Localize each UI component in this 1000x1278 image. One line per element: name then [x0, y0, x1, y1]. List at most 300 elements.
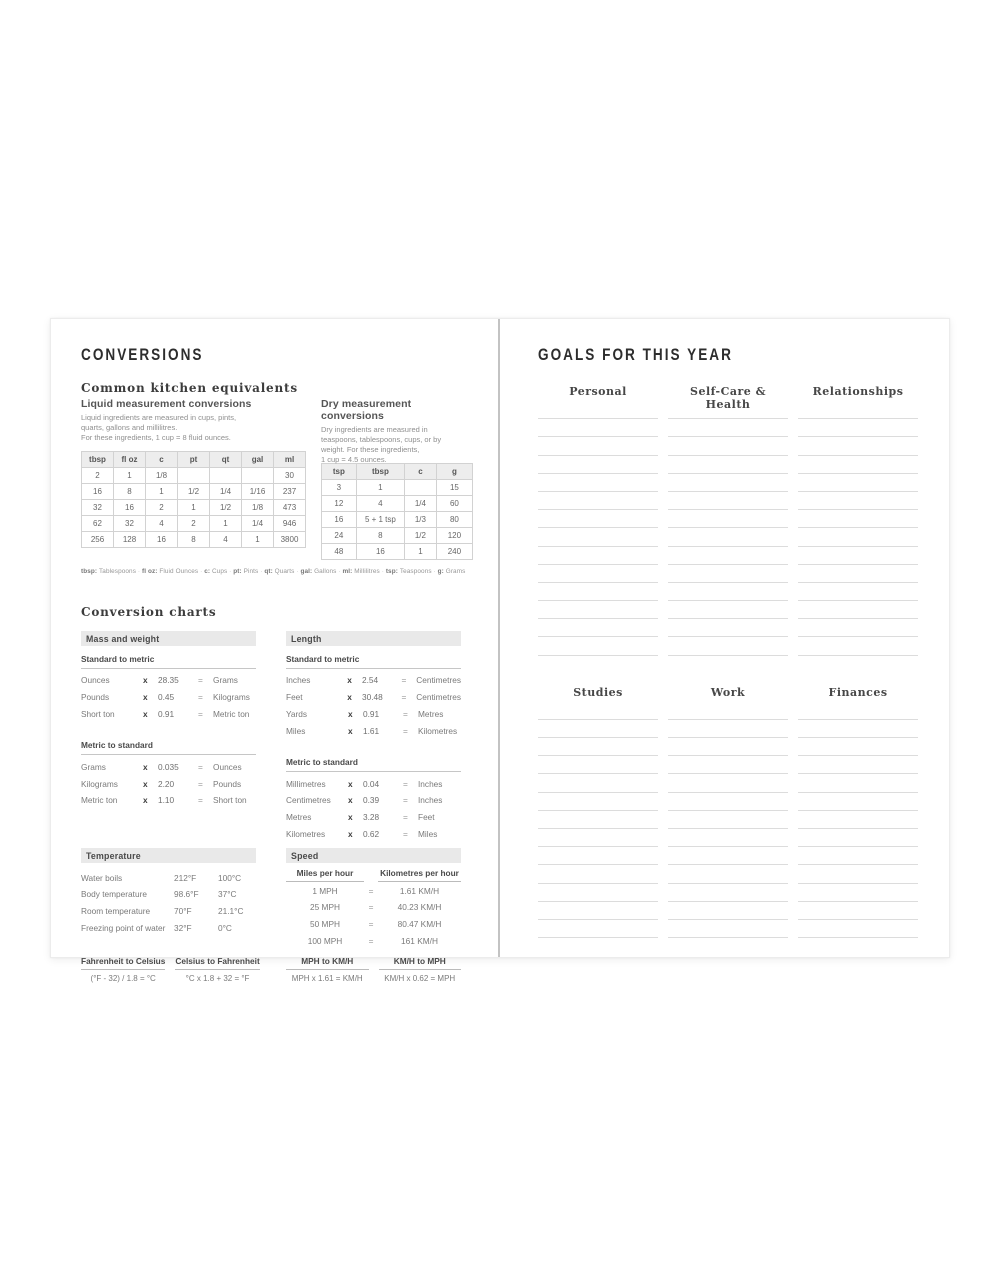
table-cell: 1/8 [146, 468, 178, 484]
table-cell: 4 [210, 532, 242, 548]
ruled-line [798, 547, 918, 565]
fahrenheit-value: 32°F [174, 922, 192, 933]
temperature-chart [81, 848, 260, 984]
conversion-factor: 1.10 [158, 795, 175, 806]
table-row [82, 516, 306, 532]
table-header-cell: tbsp [82, 452, 114, 468]
table-cell [210, 468, 242, 484]
equals-symbol: = [401, 675, 407, 686]
celsius-value: 37°C [218, 889, 237, 900]
conversion-factor: 0.91 [363, 708, 380, 719]
equals-symbol: = [198, 795, 203, 806]
legend-full: Cups [211, 568, 228, 575]
speed-row [286, 916, 461, 933]
legend-full: Millilitres [354, 568, 380, 575]
conversion-from: Kilometres [286, 828, 326, 839]
table-cell: 1/8 [242, 500, 274, 516]
equals-symbol: = [403, 795, 408, 806]
temperature-row [81, 903, 256, 920]
ruled-line [538, 547, 658, 565]
equals-symbol: = [401, 692, 407, 703]
kitchen-columns [81, 398, 473, 560]
note-line: Liquid ingredients are measured in cups, pints, [81, 413, 237, 422]
ruled-line [668, 601, 788, 619]
table-cell: 60 [436, 496, 472, 512]
conversion-factor: 0.035 [158, 761, 179, 772]
conversion-row [81, 672, 256, 689]
ruled-line [668, 702, 788, 720]
ruled-line [538, 583, 658, 601]
speed-formulas [286, 956, 461, 983]
goal-column-header: Finances [828, 685, 888, 699]
ruled-line [538, 637, 658, 655]
table-header-cell: g [436, 464, 472, 480]
kmh-value: 80.47 KM/H [397, 919, 442, 930]
conversion-to: Centimetres [416, 675, 461, 686]
note-line: For these ingredients, 1 cup = 8 fluid ounces. [81, 433, 231, 443]
fahrenheit-value: 212°F [174, 872, 197, 883]
legend-abbr: fl oz : [142, 568, 159, 575]
conversion-from: Centimetres [286, 795, 331, 806]
legend-full: Fluid Ounces [159, 568, 199, 575]
planner-spread [50, 318, 950, 984]
ruled-line [668, 510, 788, 528]
legend-abbr: tsp : [386, 568, 400, 575]
table-cell: 8 [114, 484, 146, 500]
temperature-label: Water boils [81, 872, 123, 883]
note-line: teaspoons, tablespoons, cups, or by [321, 435, 442, 445]
table-cell: 2 [178, 516, 210, 532]
legend-full: Teaspoons [399, 568, 432, 575]
conversion-group-subtitle: Metric to standard [81, 734, 256, 755]
speed-chart [286, 848, 461, 983]
goal-column [538, 686, 658, 938]
kmh-value: 161 KM/H [401, 935, 438, 946]
conversion-factor: 1.61 [363, 725, 380, 736]
conversion-row [286, 706, 461, 723]
formula-block [286, 956, 369, 983]
conversion-from: Metres [286, 812, 312, 823]
conversion-factor: 0.04 [363, 778, 380, 789]
ruled-line [538, 774, 658, 792]
table-cell [242, 468, 274, 484]
conversion-to: Grams [213, 675, 238, 686]
goals-page [500, 319, 949, 957]
equals-symbol: = [198, 675, 203, 686]
equals-symbol: = [403, 812, 408, 823]
ruled-line [538, 884, 658, 902]
table-cell: 48 [322, 544, 357, 560]
formula-title: MPH to KM/H [286, 956, 369, 970]
legend-item [438, 568, 466, 575]
table-cell: 8 [178, 532, 210, 548]
multiply-symbol: x [347, 692, 352, 703]
table-cell: 1 [146, 484, 178, 500]
conversion-charts-heading: Conversion charts [81, 605, 217, 619]
legend-abbr: c : [204, 568, 212, 575]
note-line: Dry ingredients are measured in [321, 425, 428, 434]
legend-item [264, 568, 300, 575]
ruled-line [798, 456, 918, 474]
dry-heading: Dry measurement conversions [321, 398, 412, 422]
ruled-line [798, 829, 918, 847]
table-cell: 16 [146, 532, 178, 548]
multiply-symbol: x [348, 778, 353, 789]
table-cell: 1 [405, 544, 437, 560]
ruled-line [798, 601, 918, 619]
speed-row [286, 933, 461, 950]
conversion-from: Yards [286, 708, 308, 719]
equals-symbol: = [403, 828, 408, 839]
table-cell: 16 [82, 484, 114, 500]
legend-abbr: gal : [300, 568, 314, 575]
formula-body: MPH x 1.61 = KM/H [291, 974, 363, 984]
multiply-symbol: x [143, 708, 148, 719]
equals-symbol: = [403, 708, 408, 719]
table-cell: 5 + 1 tsp [356, 512, 404, 528]
equals-symbol: = [403, 725, 408, 736]
table-cell: 240 [436, 544, 472, 560]
table-cell: 4 [356, 496, 404, 512]
ruled-line [668, 902, 788, 920]
goal-column-header: Personal [569, 385, 627, 398]
multiply-symbol: x [348, 812, 353, 823]
ruled-line [798, 793, 918, 811]
ruled-line [798, 902, 918, 920]
conversion-group-subtitle: Metric to standard [286, 751, 461, 772]
mph-value: 25 MPH [310, 902, 340, 913]
table-header-cell: tbsp [356, 464, 404, 480]
table-header-cell: ml [274, 452, 306, 468]
note-line: weight. For these ingredients, [321, 445, 420, 455]
ruled-line [798, 474, 918, 492]
legend-abbr: ml : [342, 568, 354, 575]
conversion-factor: 30.48 [361, 692, 383, 703]
legend-item [204, 568, 233, 575]
conversion-from: Pounds [81, 692, 110, 703]
ruled-line [798, 565, 918, 583]
conversion-to: Pounds [213, 778, 242, 789]
page-title: CONVERSIONS [81, 345, 204, 364]
dry-measurement-column [321, 398, 473, 560]
conversion-row [81, 758, 256, 775]
temperature-formulas [81, 956, 260, 984]
table-cell: 16 [114, 500, 146, 516]
equals-symbol: = [198, 778, 203, 789]
speed-column-headers [286, 868, 461, 882]
table-header-cell: qt [210, 452, 242, 468]
speed-row [286, 899, 461, 916]
table-cell: 12 [322, 496, 357, 512]
multiply-symbol: x [348, 708, 353, 719]
ruled-line [538, 565, 658, 583]
goal-column [798, 686, 918, 938]
table-cell: 1/2 [405, 528, 437, 544]
table-cell: 4 [146, 516, 178, 532]
temperature-row [81, 869, 256, 886]
conversion-row [81, 775, 256, 792]
conversion-to: Ounces [213, 761, 242, 772]
section-bar: Temperature [81, 848, 256, 863]
table-cell: 1 [210, 516, 242, 532]
table-cell: 80 [436, 512, 472, 528]
conversion-factor: 0.91 [158, 708, 175, 719]
conversion-to: Metric ton [213, 708, 250, 719]
kmh-column-header: Kilometres per hour [378, 868, 461, 882]
table-header-cell: tsp [322, 464, 357, 480]
conversion-to: Kilograms [213, 692, 250, 703]
ruled-line [798, 884, 918, 902]
mass-and-weight-chart [81, 631, 256, 842]
conversion-row [286, 825, 461, 842]
table-cell: 32 [82, 500, 114, 516]
ruled-line [798, 583, 918, 601]
ruled-line [798, 756, 918, 774]
ruled-line [668, 847, 788, 865]
table-cell: 30 [274, 468, 306, 484]
ruled-line [538, 847, 658, 865]
ruled-line [538, 920, 658, 938]
goal-column-header: Work [710, 685, 746, 699]
table-cell: 1 [242, 532, 274, 548]
multiply-symbol: x [143, 778, 148, 789]
multiply-symbol: x [143, 795, 148, 806]
multiply-symbol: x [348, 795, 353, 806]
conversion-group-subtitle: Standard to metric [81, 648, 256, 669]
ruled-line [538, 456, 658, 474]
ruled-line [668, 756, 788, 774]
goals-section [538, 686, 949, 938]
table-header-cell: fl oz [114, 452, 146, 468]
section-bar: Mass and weight [81, 631, 256, 646]
legend-full: Gallons [314, 568, 337, 575]
ruled-line [668, 456, 788, 474]
ruled-line [538, 492, 658, 510]
legend-abbr: qt : [264, 568, 274, 575]
table-cell: 3 [322, 480, 357, 496]
conversion-from: Metric ton [81, 795, 118, 806]
equals-symbol: = [368, 885, 374, 896]
ruled-line [538, 902, 658, 920]
multiply-symbol: x [143, 692, 148, 703]
goal-column [798, 385, 918, 656]
legend-full: Quarts [274, 568, 295, 575]
liquid-note [81, 413, 306, 451]
section-bar: Length [286, 631, 461, 646]
table-cell: 1/4 [210, 484, 242, 500]
ruled-line [538, 702, 658, 720]
ruled-line [668, 547, 788, 565]
ruled-line [538, 619, 658, 637]
ruled-line [668, 619, 788, 637]
conversion-factor: 3.28 [363, 812, 380, 823]
formula-block [81, 956, 165, 983]
goals-section [538, 385, 949, 656]
kmh-value: 40.23 KM/H [397, 902, 442, 913]
table-cell: 1 [114, 468, 146, 484]
speed-row [286, 882, 461, 899]
ruled-line [668, 637, 788, 655]
equals-symbol: = [198, 761, 203, 772]
ruled-line [668, 829, 788, 847]
kitchen-equivalents-heading: Common kitchen equivalents [81, 381, 298, 395]
legend-abbr: pt : [233, 568, 243, 575]
table-cell: 473 [274, 500, 306, 516]
ruled-line [668, 884, 788, 902]
table-cell [405, 480, 437, 496]
table-cell: 1 [356, 480, 404, 496]
ruled-line [538, 601, 658, 619]
conversion-to: Feet [418, 812, 435, 823]
table-cell: 237 [274, 484, 306, 500]
ruled-line [798, 774, 918, 792]
table-row [322, 544, 473, 560]
conversion-factor: 2.20 [158, 778, 175, 789]
liquid-measurement-column [81, 398, 306, 560]
formula-block [175, 956, 259, 983]
formula-block [379, 956, 462, 983]
ruled-line [538, 865, 658, 883]
multiply-symbol: x [347, 675, 352, 686]
formula-body: KM/H x 0.62 = MPH [384, 974, 456, 984]
mph-value: 50 MPH [310, 919, 340, 930]
legend-item [81, 568, 142, 575]
temperature-row [81, 920, 256, 937]
table-cell: 256 [82, 532, 114, 548]
ruled-line [538, 829, 658, 847]
legend-item [300, 568, 342, 575]
ruled-line [538, 811, 658, 829]
ruled-line [668, 419, 788, 437]
table-cell: 16 [356, 544, 404, 560]
legend-full: Tablespoons [99, 568, 136, 575]
celsius-value: 0°C [218, 922, 232, 933]
conversion-row [286, 775, 461, 792]
length-chart [286, 631, 461, 842]
table-cell: 1/2 [178, 484, 210, 500]
conversion-factor: 0.62 [363, 828, 380, 839]
conversion-from: Miles [286, 725, 306, 736]
note-line: 1 cup = 4.5 ounces. [321, 455, 387, 465]
ruled-line [538, 720, 658, 738]
ruled-line [798, 437, 918, 455]
table-header-row [82, 452, 306, 468]
conversion-from: Millimetres [286, 778, 326, 789]
goals-columns [538, 385, 949, 656]
formula-title: KM/H to MPH [379, 956, 462, 970]
equals-symbol: = [368, 919, 374, 930]
table-row [322, 512, 473, 528]
equals-symbol: = [403, 778, 408, 789]
table-header-cell: gal [242, 452, 274, 468]
legend-full: Grams [445, 568, 466, 575]
ruled-line [798, 847, 918, 865]
legend-abbr: tbsp : [81, 568, 99, 575]
table-header-cell: c [146, 452, 178, 468]
temperature-rows [81, 869, 256, 936]
goal-column [538, 385, 658, 656]
ruled-line [538, 474, 658, 492]
liquid-measurement-table [81, 451, 306, 548]
liquid-heading: Liquid measurement conversions [81, 398, 252, 410]
conversion-group-subtitle: Standard to metric [286, 648, 461, 669]
ruled-line [668, 738, 788, 756]
legend-item [142, 568, 204, 575]
ruled-line [668, 474, 788, 492]
table-header-cell: c [405, 464, 437, 480]
celsius-value: 21.1°C [218, 906, 244, 917]
table-cell: 1/16 [242, 484, 274, 500]
ruled-line [538, 738, 658, 756]
ruled-line [668, 920, 788, 938]
ruled-line [668, 811, 788, 829]
table-header-row [322, 464, 473, 480]
fahrenheit-value: 70°F [174, 906, 192, 917]
goals-columns [538, 686, 949, 938]
conversion-row [286, 689, 461, 706]
conversion-factor: 0.45 [158, 692, 175, 703]
table-cell: 15 [436, 480, 472, 496]
conversion-factor: 0.39 [363, 795, 380, 806]
table-cell: 128 [114, 532, 146, 548]
conversion-to: Inches [418, 795, 443, 806]
conversion-row [286, 792, 461, 809]
temperature-row [81, 886, 256, 903]
multiply-symbol: x [348, 828, 353, 839]
table-row [82, 468, 306, 484]
table-cell: 946 [274, 516, 306, 532]
table-cell: 2 [146, 500, 178, 516]
legend-abbr: g : [438, 568, 446, 575]
ruled-line [668, 865, 788, 883]
kmh-value: 1.61 KM/H [399, 885, 440, 896]
ruled-line [668, 437, 788, 455]
ruled-line [538, 437, 658, 455]
ruled-line [668, 565, 788, 583]
conversion-from: Inches [286, 675, 311, 686]
dry-note [321, 425, 473, 463]
ruled-line [538, 401, 658, 419]
table-cell: 1/4 [405, 496, 437, 512]
ruled-line [798, 492, 918, 510]
temperature-label: Room temperature [81, 906, 151, 917]
table-row [82, 484, 306, 500]
ruled-line [668, 720, 788, 738]
conversion-factor: 2.54 [361, 675, 379, 686]
ruled-line [668, 528, 788, 546]
ruled-line [668, 793, 788, 811]
ruled-line [798, 865, 918, 883]
conversion-group [286, 648, 461, 739]
table-cell: 62 [82, 516, 114, 532]
ruled-line [798, 811, 918, 829]
table-cell: 1/4 [242, 516, 274, 532]
table-cell: 8 [356, 528, 404, 544]
table-cell: 16 [322, 512, 357, 528]
formula-title: Fahrenheit to Celsius [81, 956, 165, 970]
conversion-group [286, 751, 461, 842]
ruled-line [798, 720, 918, 738]
fahrenheit-value: 98.6°F [174, 889, 199, 900]
multiply-symbol: x [143, 675, 148, 686]
ruled-line [798, 637, 918, 655]
ruled-line [538, 419, 658, 437]
celsius-value: 100°C [218, 872, 242, 883]
conversion-to: Centimetres [416, 692, 461, 703]
formula-body: (°F - 32) / 1.8 = °C [90, 974, 156, 984]
conversion-row [81, 792, 256, 809]
table-cell: 24 [322, 528, 357, 544]
